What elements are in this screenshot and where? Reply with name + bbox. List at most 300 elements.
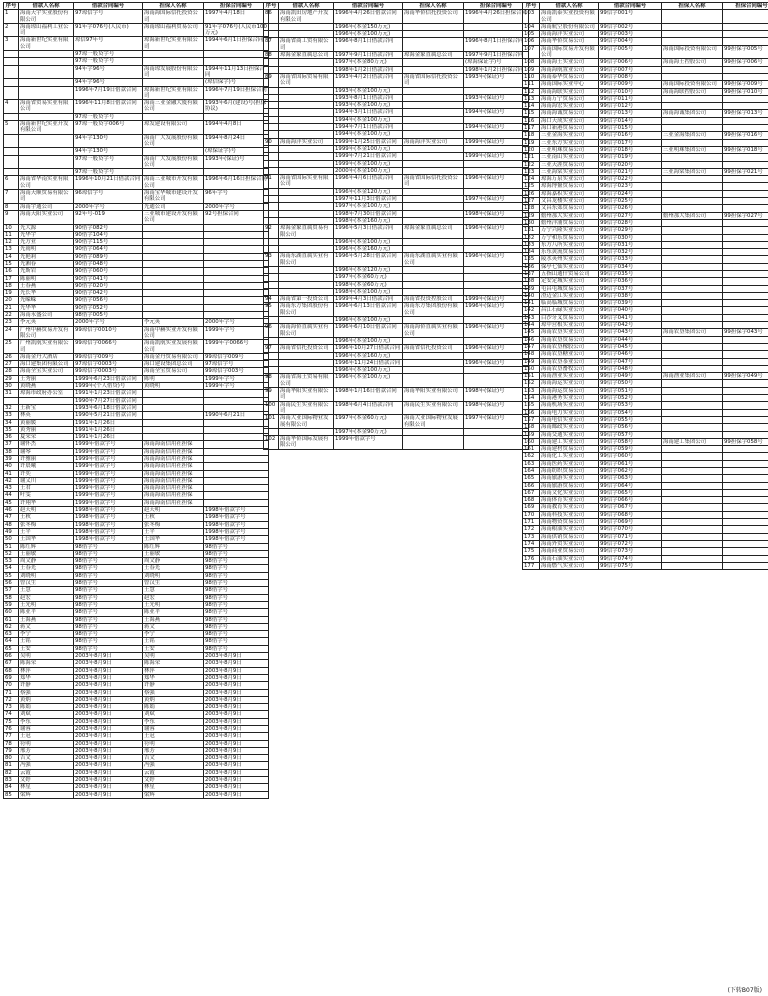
guarantor-name: 王丽敏	[143, 550, 204, 557]
loan-contract-no: 99信字074号	[599, 555, 662, 562]
row-seq: 97	[264, 345, 279, 352]
borrower-name: 海南天阳实业公司	[19, 210, 74, 224]
row-seq: 41	[4, 470, 19, 477]
table-row	[264, 124, 529, 131]
guarantor-name	[403, 210, 464, 217]
row-seq: 71	[4, 689, 19, 696]
table-row	[264, 428, 529, 435]
table-row	[4, 609, 269, 616]
table-row	[4, 631, 269, 638]
guarantee-contract-no	[723, 139, 768, 146]
table-row	[264, 217, 529, 224]
guarantor-name: 海南三亚金融大厦有限公司	[143, 100, 204, 114]
table-row	[264, 66, 529, 73]
row-seq: 19	[4, 290, 19, 297]
row-seq: 17	[4, 275, 19, 282]
guarantee-contract-no	[723, 526, 768, 533]
row-seq: 133	[523, 241, 540, 248]
guarantee-contract-no: 96年字号	[204, 190, 269, 204]
loan-contract-no: 1991年1月26日	[74, 426, 143, 433]
table-row	[264, 31, 529, 38]
guarantor-name	[403, 266, 464, 273]
row-seq: 76	[4, 725, 19, 732]
guarantee-contract-no: 92号担保合同	[204, 210, 269, 224]
guarantor-name: 海南民生实业有限公司	[403, 401, 464, 415]
guarantee-contract-no	[204, 275, 269, 282]
table-row	[523, 438, 768, 445]
borrower-name: 海南华侨贸易公司	[540, 38, 599, 45]
guarantor-name	[143, 268, 204, 275]
loan-contract-no: 1996年(本金120万元)	[334, 188, 403, 195]
col-loan-contract: 借款合同编号	[599, 3, 662, 10]
guarantor-name: 蔡强	[143, 689, 204, 696]
table-row	[4, 791, 269, 798]
guarantor-name	[403, 66, 464, 73]
guarantor-name	[662, 73, 723, 80]
table-row	[4, 565, 269, 572]
guarantee-contract-no	[723, 343, 768, 350]
borrower-name: 许静	[19, 682, 74, 689]
table-row	[4, 528, 269, 535]
row-seq: 167	[523, 489, 540, 496]
row-seq: 118	[523, 132, 540, 139]
row-seq: 166	[523, 482, 540, 489]
guarantor-name: 赵天明	[143, 507, 204, 514]
row-seq: 61	[4, 616, 19, 623]
borrower-name: 三亚金海实业公司	[540, 132, 599, 139]
guarantee-contract-no	[204, 312, 269, 319]
guarantee-contract-no: 2003年8月9日	[204, 696, 269, 703]
guarantor-name: 海南省信托投资公司	[403, 345, 464, 352]
table-row	[264, 138, 529, 145]
borrower-name: 海南航空股份有限公司	[540, 23, 599, 30]
table-row	[523, 424, 768, 431]
loan-contract-no: 99信字002号	[599, 23, 662, 30]
guarantor-name	[403, 337, 464, 344]
guarantor-name: 海南海南信用社担保	[143, 448, 204, 455]
borrower-name: 黄秀丽	[19, 426, 74, 433]
row-seq: 92	[264, 225, 279, 239]
table-row	[523, 263, 768, 270]
row-seq	[264, 87, 279, 94]
borrower-name: 海南纺织贸易公司	[540, 468, 599, 475]
col-guarantor: 担保人名称	[143, 3, 204, 10]
guarantor-name: 林萍	[143, 667, 204, 674]
table-row	[523, 519, 768, 526]
guarantee-contract-no	[204, 304, 269, 311]
borrower-name: 海南海宏实业公司	[540, 103, 599, 110]
table-row	[4, 155, 269, 169]
borrower-name: 刘晓明	[19, 572, 74, 579]
row-seq: 8	[4, 203, 19, 210]
borrower-name: 光华华	[19, 304, 74, 311]
guarantee-contract-no: 1997年9月1日担保合同	[464, 52, 529, 59]
row-seq: 88	[264, 52, 279, 59]
guarantor-name: 海南海诚集团公司	[662, 110, 723, 117]
row-seq: 106	[523, 38, 540, 45]
guarantee-contract-no	[204, 485, 269, 492]
table-row	[4, 514, 269, 521]
row-seq: 34	[4, 419, 19, 426]
row-seq: 79	[4, 747, 19, 754]
loan-contract-no: 1996年(本金160万元)	[334, 352, 403, 359]
borrower-name: 王平	[19, 528, 74, 535]
guarantee-contract-no	[204, 231, 269, 238]
loan-contract-no: 1996年4月26日借款合同	[334, 10, 403, 24]
guarantor-name	[403, 436, 464, 450]
guarantee-contract-no: 2003年8月9日	[204, 660, 269, 667]
guarantee-contract-no	[204, 224, 269, 231]
guarantee-contract-no: 1996年(保证)号	[464, 303, 529, 317]
loan-contract-no: 99信字041号	[599, 314, 662, 321]
row-seq: 175	[523, 548, 540, 555]
row-seq: 107	[523, 45, 540, 59]
guarantor-name	[662, 409, 723, 416]
loan-contract-no: 1999年借款字号	[74, 456, 143, 463]
guarantor-name: 李元英	[143, 319, 204, 326]
guarantee-contract-no: 2003年8月9日	[204, 711, 269, 718]
borrower-name: 海南农垦畜牧公司	[540, 365, 599, 372]
guarantee-contract-no: 99担保字009号	[723, 81, 768, 88]
loan-contract-no: 1998年借款字号	[74, 514, 143, 521]
borrower-name: 海南医药实业公司	[540, 460, 599, 467]
guarantor-name	[662, 117, 723, 124]
guarantor-name: 海南国际投资有限公司	[662, 81, 723, 88]
row-seq: 70	[4, 682, 19, 689]
row-seq	[264, 124, 279, 131]
row-seq: 50	[4, 536, 19, 543]
table-row	[4, 113, 269, 120]
row-seq: 33	[4, 412, 19, 419]
table-row	[4, 550, 269, 557]
row-seq: 69	[4, 674, 19, 681]
guarantee-contract-no	[723, 489, 768, 496]
guarantor-name: 海南广大发展股份有限公司	[143, 155, 204, 169]
loan-contract-no: 99信字001号	[599, 10, 662, 24]
borrower-name: 陈红辉	[19, 543, 74, 550]
borrower-name	[279, 102, 334, 109]
guarantee-contract-no	[464, 87, 529, 94]
col-borrower: 借款人名称	[19, 3, 74, 10]
borrower-name	[19, 155, 74, 169]
guarantee-contract-no	[204, 463, 269, 470]
guarantee-contract-no: 98借字号	[204, 645, 269, 652]
guarantor-name	[143, 239, 204, 246]
loan-contract-no: 1991年1月26日	[74, 419, 143, 426]
loan-contract-no: 90借字056号	[74, 297, 143, 304]
loan-contract-no: 99信字019号	[599, 154, 662, 161]
borrower-name	[279, 116, 334, 123]
row-seq	[264, 145, 279, 152]
guarantee-contract-no: 1994年8月24日	[204, 134, 269, 148]
guarantee-contract-no	[723, 300, 768, 307]
guarantee-contract-no: 2000年字号	[204, 203, 269, 210]
borrower-name	[19, 65, 74, 79]
guarantee-contract-no: 98借字号	[204, 638, 269, 645]
loan-contract-no: 90借字089号	[74, 253, 143, 260]
loan-contract-no: 2003年8月9日	[74, 762, 143, 769]
guarantor-name: 三亚明珠集团公司	[662, 146, 723, 153]
borrower-name: 林萍	[19, 667, 74, 674]
borrower-name: 王铭	[19, 638, 74, 645]
row-seq: 4	[4, 100, 19, 114]
row-seq: 25	[4, 340, 19, 354]
table-row	[264, 94, 529, 101]
borrower-name: 王新宝	[19, 404, 74, 411]
loan-contract-no: 1997年(本金60万元)	[334, 415, 403, 429]
row-seq: 51	[4, 543, 19, 550]
guarantee-contract-no	[723, 540, 768, 547]
table-row	[523, 307, 768, 314]
guarantor-name: 王冠	[143, 733, 204, 740]
borrower-name	[279, 238, 334, 245]
borrower-name: 曾汉生	[19, 580, 74, 587]
loan-contract-no: 99信字021号	[599, 168, 662, 175]
guarantor-name	[662, 139, 723, 146]
row-seq: 30	[4, 383, 19, 390]
loan-contract-no: 1998年借款字号	[74, 528, 143, 535]
guarantee-contract-no: 1996年(保证)号	[464, 225, 529, 239]
borrower-name: 光斯岩	[19, 268, 74, 275]
table-row	[4, 536, 269, 543]
table-row	[4, 660, 269, 667]
guarantee-contract-no: 1998年借款字号	[204, 536, 269, 543]
borrower-name: 海南大亚国际物业发展有限公司	[279, 415, 334, 429]
guarantor-name	[662, 533, 723, 540]
guarantor-name	[662, 31, 723, 38]
table-row	[4, 253, 269, 260]
row-seq: 162	[523, 453, 540, 460]
borrower-name	[279, 428, 334, 435]
row-seq: 111	[523, 81, 540, 88]
row-seq: 102	[264, 436, 279, 450]
guarantor-name	[143, 412, 204, 419]
col-guarantee-contract: 担保合同编号	[464, 3, 529, 10]
table-row	[264, 374, 529, 388]
borrower-name: 李东	[19, 718, 74, 725]
borrower-name: 海南建材贸易公司	[540, 446, 599, 453]
row-seq: 16	[4, 268, 19, 275]
table-row	[4, 176, 269, 190]
guarantor-name	[403, 196, 464, 203]
row-seq	[264, 160, 279, 167]
loan-contract-no: 98借字005号	[74, 312, 143, 319]
loan-contract-no: 1996年(本金100万元)	[334, 31, 403, 38]
borrower-name	[279, 337, 334, 344]
table-row	[4, 601, 269, 608]
loan-contract-no: 1991年1月26日	[74, 434, 143, 441]
borrower-name	[279, 87, 334, 94]
table-row	[4, 558, 269, 565]
guarantor-name: 王慧	[143, 587, 204, 594]
guarantee-contract-no	[723, 190, 768, 197]
loan-contract-no: 99信字072号	[599, 540, 662, 547]
row-seq: 67	[4, 660, 19, 667]
borrower-name: 海南华阳实业有限公司	[279, 388, 334, 402]
guarantee-contract-no: 1996年8月1日担保合同	[464, 38, 529, 52]
borrower-name: 光华宇	[19, 231, 74, 238]
table-row	[4, 623, 269, 630]
borrower-name: 黄晓燕	[19, 383, 74, 390]
row-seq: 63	[4, 631, 19, 638]
row-seq: 128	[523, 205, 540, 212]
guarantor-name	[403, 87, 464, 94]
guarantee-contract-no: 2003年8月9日	[204, 733, 269, 740]
guarantor-name	[662, 431, 723, 438]
row-seq: 159	[523, 431, 540, 438]
guarantee-contract-no: 1997年(保证)号	[464, 415, 529, 429]
table-row	[4, 86, 269, 100]
borrower-name: 三亚海棠实业公司	[540, 168, 599, 175]
guarantee-contract-no	[464, 167, 529, 174]
guarantee-contract-no: (琼保证字)号	[204, 148, 269, 155]
guarantor-name: 琼海新世纪实业有限公司	[143, 37, 204, 51]
loan-contract-no: 99信字070号	[599, 526, 662, 533]
guarantor-name: 赵宏	[143, 594, 204, 601]
guarantee-contract-no: 1998年(保证)号	[464, 401, 529, 415]
loan-contract-no: 99信字060号	[599, 453, 662, 460]
guarantee-contract-no: 98借字号	[204, 616, 269, 623]
guarantor-name	[662, 395, 723, 402]
guarantor-name: 陈娟	[143, 704, 204, 711]
guarantee-contract-no	[723, 249, 768, 256]
guarantee-contract-no: 1996年(保证)号	[464, 359, 529, 366]
table-row	[4, 246, 269, 253]
row-seq: 49	[4, 528, 19, 535]
loan-contract-no: 2000年(本金100万元)	[334, 167, 403, 174]
guarantor-name: 陈明	[143, 375, 204, 382]
table-row	[4, 762, 269, 769]
loan-contract-no: 1999年1月25日借款合同	[334, 138, 403, 145]
loan-contract-no: 97琼一般贷字号	[74, 113, 143, 120]
borrower-name: 王冠	[19, 733, 74, 740]
loan-contract-no: 99信字033号	[599, 256, 662, 263]
guarantee-contract-no	[723, 322, 768, 329]
guarantee-contract-no	[464, 238, 529, 245]
loan-contract-no: 99信字022号	[599, 176, 662, 183]
loan-contract-no: 1996年4月6日借款合同	[334, 175, 403, 189]
table-row	[523, 205, 768, 212]
guarantor-name	[143, 426, 204, 433]
col-guarantee-contract: 担保合同编号	[723, 3, 768, 10]
borrower-name: 海南海运贸易公司	[540, 387, 599, 394]
guarantee-contract-no: 1998年(保证)号	[464, 388, 529, 402]
row-seq: 104	[523, 23, 540, 30]
table-row	[4, 740, 269, 747]
guarantor-name: 李宁	[143, 631, 204, 638]
loan-contract-no: 99信字075号	[599, 562, 662, 569]
borrower-name	[279, 217, 334, 224]
table-row	[523, 176, 768, 183]
loan-contract-no: 99信字024号	[599, 190, 662, 197]
borrower-name	[279, 23, 334, 30]
table-row	[523, 292, 768, 299]
guarantee-contract-no	[723, 256, 768, 263]
guarantee-contract-no: 99担保字043号	[723, 329, 768, 336]
guarantee-contract-no	[204, 169, 269, 176]
row-seq: 134	[523, 249, 540, 256]
row-seq	[264, 116, 279, 123]
guarantor-name	[403, 274, 464, 281]
guarantee-contract-no: 2003年8月9日	[204, 747, 269, 754]
guarantor-name	[662, 95, 723, 102]
row-seq: 144	[523, 322, 540, 329]
guarantee-contract-no	[723, 431, 768, 438]
loan-contract-no: 1997年9月1日借款合同	[334, 52, 403, 59]
table-row	[523, 219, 768, 226]
guarantee-contract-no	[204, 246, 269, 253]
loan-contract-no: 1996年(本金120万元)	[334, 266, 403, 273]
guarantor-name: 刘晓明	[143, 572, 204, 579]
row-seq	[264, 109, 279, 116]
table-row	[4, 134, 269, 148]
loan-contract-no: 1998年(本金160万元)	[334, 217, 403, 224]
guarantor-name	[143, 397, 204, 404]
guarantor-name: 海南海南信用社担保	[143, 499, 204, 506]
table-row	[4, 426, 269, 433]
row-seq: 93	[264, 253, 279, 267]
loan-contract-no: 2003年8月9日	[74, 740, 143, 747]
guarantee-contract-no	[204, 397, 269, 404]
table-row	[523, 548, 768, 555]
guarantor-name	[143, 312, 204, 319]
borrower-name: 海口建集团有限公司	[19, 361, 74, 368]
borrower-name: 海南海洋实业公司	[540, 31, 599, 38]
guarantee-contract-no	[464, 337, 529, 344]
loan-contract-no: 99信字014号	[599, 117, 662, 124]
guarantor-name	[662, 278, 723, 285]
guarantor-name	[403, 317, 464, 324]
row-seq: 136	[523, 263, 540, 270]
continued-note: (下转B07版)	[727, 987, 762, 994]
guarantee-contract-no: 1994年4月8日	[204, 121, 269, 135]
borrower-name: 海南海航置业公司	[540, 66, 599, 73]
table-row	[4, 275, 269, 282]
borrower-name: 海南海运实业公司	[540, 380, 599, 387]
guarantor-name	[662, 227, 723, 234]
loan-contract-no: 1999年4月3日借款合同	[334, 296, 403, 303]
col-guarantor: 担保人名称	[662, 3, 723, 10]
guarantor-name: 海南海洋实业公司	[403, 138, 464, 145]
row-seq: 120	[523, 146, 540, 153]
row-seq: 83	[4, 777, 19, 784]
guarantor-name	[403, 352, 464, 359]
guarantee-contract-no: 99担保字021号	[723, 168, 768, 175]
borrower-name: 海南海诚贸易公司	[540, 110, 599, 117]
row-seq	[264, 367, 279, 374]
guarantor-name: 王平	[143, 528, 204, 535]
row-seq: 14	[4, 253, 19, 260]
borrower-name: 海南电力实业公司	[540, 409, 599, 416]
guarantee-contract-no: 1999年(保证)号	[464, 138, 529, 145]
guarantor-name: 海南三亚城市开发有限公司	[143, 176, 204, 190]
borrower-name: 海南凯田房地产开发有限公司	[279, 10, 334, 24]
guarantor-name	[403, 367, 464, 374]
guarantee-contract-no	[464, 428, 529, 435]
borrower-name: 陈丽明	[19, 275, 74, 282]
row-seq: 112	[523, 88, 540, 95]
loan-contract-no: 1998年7月30日借款合同	[334, 210, 403, 217]
borrower-name: 邢芳	[19, 747, 74, 754]
row-seq: 73	[4, 704, 19, 711]
guarantor-name	[662, 38, 723, 45]
guarantor-name: 黄晓明	[143, 383, 204, 390]
guarantor-name	[662, 540, 723, 547]
loan-contract-no: 99信字048号	[599, 365, 662, 372]
guarantee-contract-no	[723, 468, 768, 475]
guarantee-contract-no: 99担保字010号	[723, 88, 768, 95]
table-row	[4, 268, 269, 275]
